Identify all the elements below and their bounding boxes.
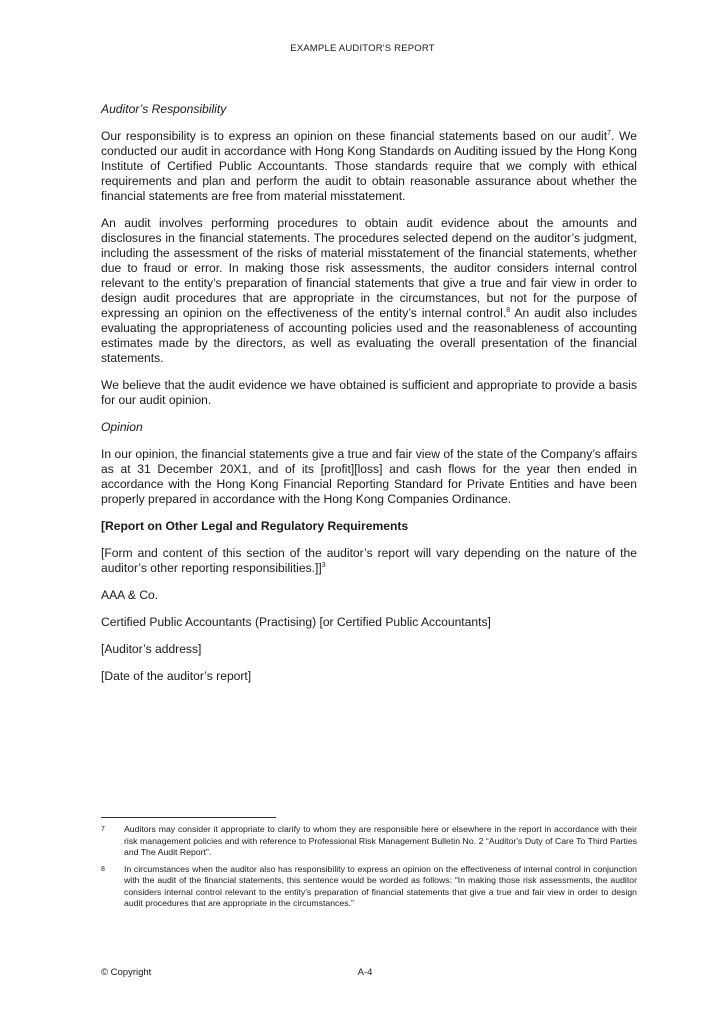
page-header: EXAMPLE AUDITOR'S REPORT — [290, 43, 435, 54]
footnote-8 — [101, 864, 637, 910]
footnote-text: In circumstances when the auditor also has responsibility to express an opinion on the effectiveness of internal control in conjunction with the audit of the financial statements, this sentence would be worded as follows: “In making those risk assessments, the auditor considers internal control relevant to the entity's preparation of financial statements that give a true and fair view in order to design audit procedures that are appropriate in the circumstances.” — [124, 863, 637, 908]
legal-heading: [Report on Other Legal and Regulatory Requirements — [101, 519, 409, 533]
paragraph-text: Our responsibility is to express an opinion on these financial statements based on our audit — [101, 129, 608, 143]
opinion-paragraph: In our opinion, the financial statements give a true and fair view of the state of the Company’s affairs as at 31 December 20X1, and of its [profit][loss] and cash flows for the year then ended in accordance with the Hong Kong Financial Reporting Standard for Private Entities and have been properly prepared in accordance with the Hong Kong Companies Ordinance. — [101, 447, 637, 506]
legal-paragraph — [101, 546, 637, 576]
footnote-number: 8 — [101, 865, 105, 873]
report-date: [Date of the auditor’s report] — [101, 669, 252, 683]
opinion-heading: Opinion — [101, 420, 143, 434]
paragraph-text: An audit also includes evaluating the appropriateness of accounting policies used and the reasonableness of accounting estimates made by the directors, as well as evaluating the overall presentation of the financial statements. — [101, 306, 637, 365]
footnote-ref-3: 3 — [321, 561, 326, 569]
firm-designation: Certified Public Accountants (Practising) [or Certified Public Accountants] — [101, 615, 491, 629]
page-number: A-4 — [357, 967, 373, 978]
evidence-paragraph: We believe that the audit evidence we have obtained is sufficient and appropriate to provide a basis for our audit opinion. — [101, 378, 637, 407]
footnote-ref-8: 8 — [506, 306, 511, 314]
footnote-divider — [101, 817, 276, 818]
responsibility-paragraph — [101, 129, 637, 204]
report-body — [101, 102, 637, 696]
footnote-text: Auditors may consider it appropriate to clarify to whom they are responsible here or elsewhere in the report in accordance with their risk management policies and with reference to Professional Risk Management Bulletin No. 2 “Auditor's Duty of Care To Third Parties and The Audit Report”. — [124, 824, 637, 857]
copyright-notice: © Copyright — [101, 967, 152, 978]
footnote-7 — [101, 824, 637, 859]
responsibility-heading: Auditor’s Responsibility — [101, 102, 227, 116]
paragraph-text: An audit involves performing procedures to obtain audit evidence about the amounts and disclosures in the financial statements. The procedures selected depend on the auditor’s judgment, including the assessment of the risks of material misstatement of the financial statements, whether due to fraud or error. In making those risk assessments, the auditor considers internal control relevant to the entity’s preparation of financial statements that give a true and fair view in order to design audit procedures that are appropriate in the circumstances, but not for the purpose of expressing an opinion on the effectiveness of the entity’s internal control. — [101, 216, 637, 320]
paragraph-text: [Form and content of this section of the auditor’s report will vary depending on the nature of the auditor’s other reporting responsibilities.]] — [101, 546, 637, 575]
footnote-number: 7 — [101, 826, 105, 833]
footnote-ref-7: 7 — [607, 129, 611, 137]
auditor-address: [Auditor’s address] — [101, 642, 202, 656]
paragraph-text: . We conducted our audit in accordance with Hong Kong Standards on Auditing issued by the Hong Kong Institute of Certified Public Accountants. Those standards require that we comply with ethical requirements and plan and perform the audit to obtain reasonable assurance about whether the financial statements are free from material misstatement. — [101, 129, 637, 203]
footnotes — [101, 824, 637, 915]
firm-name: AAA & Co. — [101, 588, 159, 602]
audit-procedures-paragraph — [101, 216, 637, 366]
